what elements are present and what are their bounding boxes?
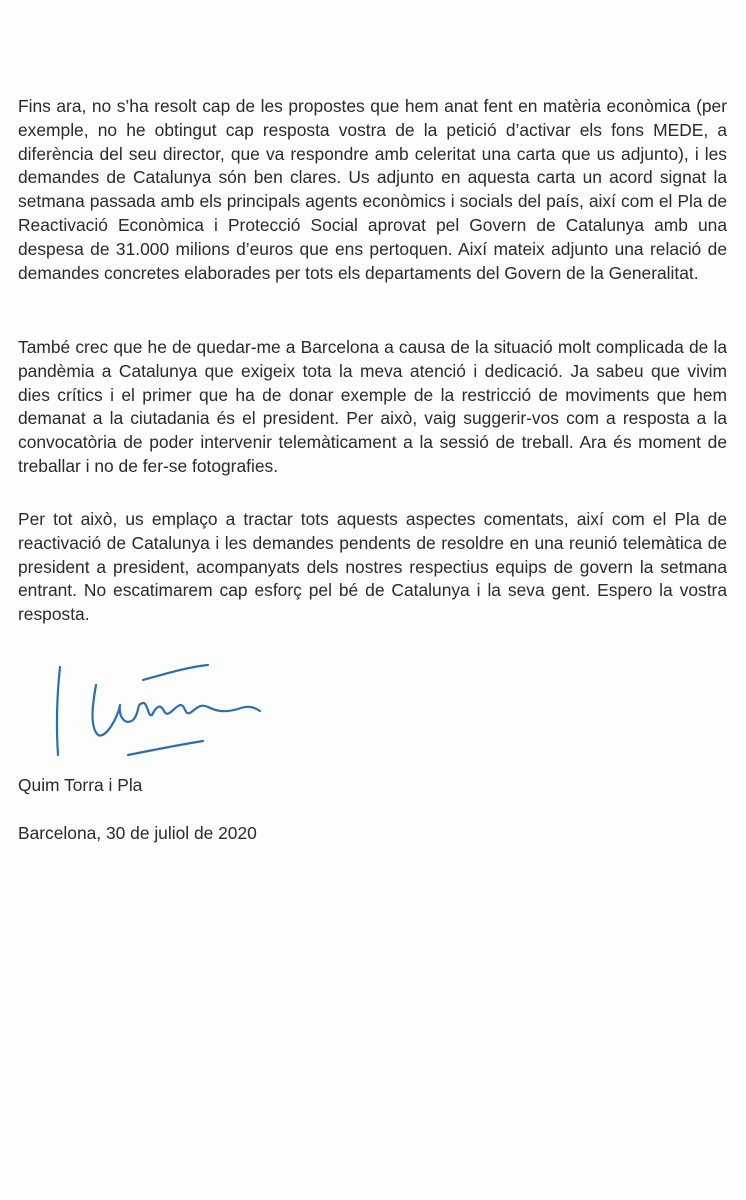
paragraph-2: També crec que he de quedar-me a Barcelona a causa de la situació molt complicada de la pandèmia a Catalunya que exigeix tota la meva atenció i dedicació. Ja sabeu que vivim dies crítics i el primer que ha de donar exemple de la restricció de moviments que hem demanat a la ciutadania és el president. Per això, vaig suggerir-vos com a resposta a la convocatòria de poder intervenir telemàticament a la sessió de treball. Ara és moment de treballar i no de fer-se fotografies.: [18, 337, 727, 476]
signer-name: Quim Torra i Pla: [18, 775, 143, 795]
place-and-date: Barcelona, 30 de juliol de 2020: [18, 823, 257, 843]
paragraph-3: Per tot això, us emplaço a tractar tots aquests aspectes comentats, així com el Pla de reactivació de Catalunya i les demandes pendents de resoldre en una reunió telemàtica de president a president, acompanyats dels nostres respectius equips de govern la setmana entrant. No escatimarem cap esforç pel bé de Catalunya i la seva gent. Espero la vostra resposta.: [18, 509, 727, 625]
paragraph-1: Fins ara, no s’ha resolt cap de les propostes que hem anat fent en matèria econòmica (per exemple, no he obtingut cap resposta vostra de la petició d’activar els fons MEDE, a diferència del seu director, que va respondre amb celeritat una carta que us adjunto), i les demandes de Catalunya són ben clares. Us adjunto en aquesta carta un acord signat la setmana passada amb els principals agents econòmics i socials del país, així com el Pla de Reactivació Econòmica i Protecció Social aprovat pel Govern de Catalunya amb una despesa de 31.000 milions d’euros que ens pertoquen. Així mateix adjunto una relació de demandes concretes elaborades per tots els departaments del Govern de la Generalitat.: [18, 96, 727, 283]
handwritten-signature: [48, 655, 278, 765]
